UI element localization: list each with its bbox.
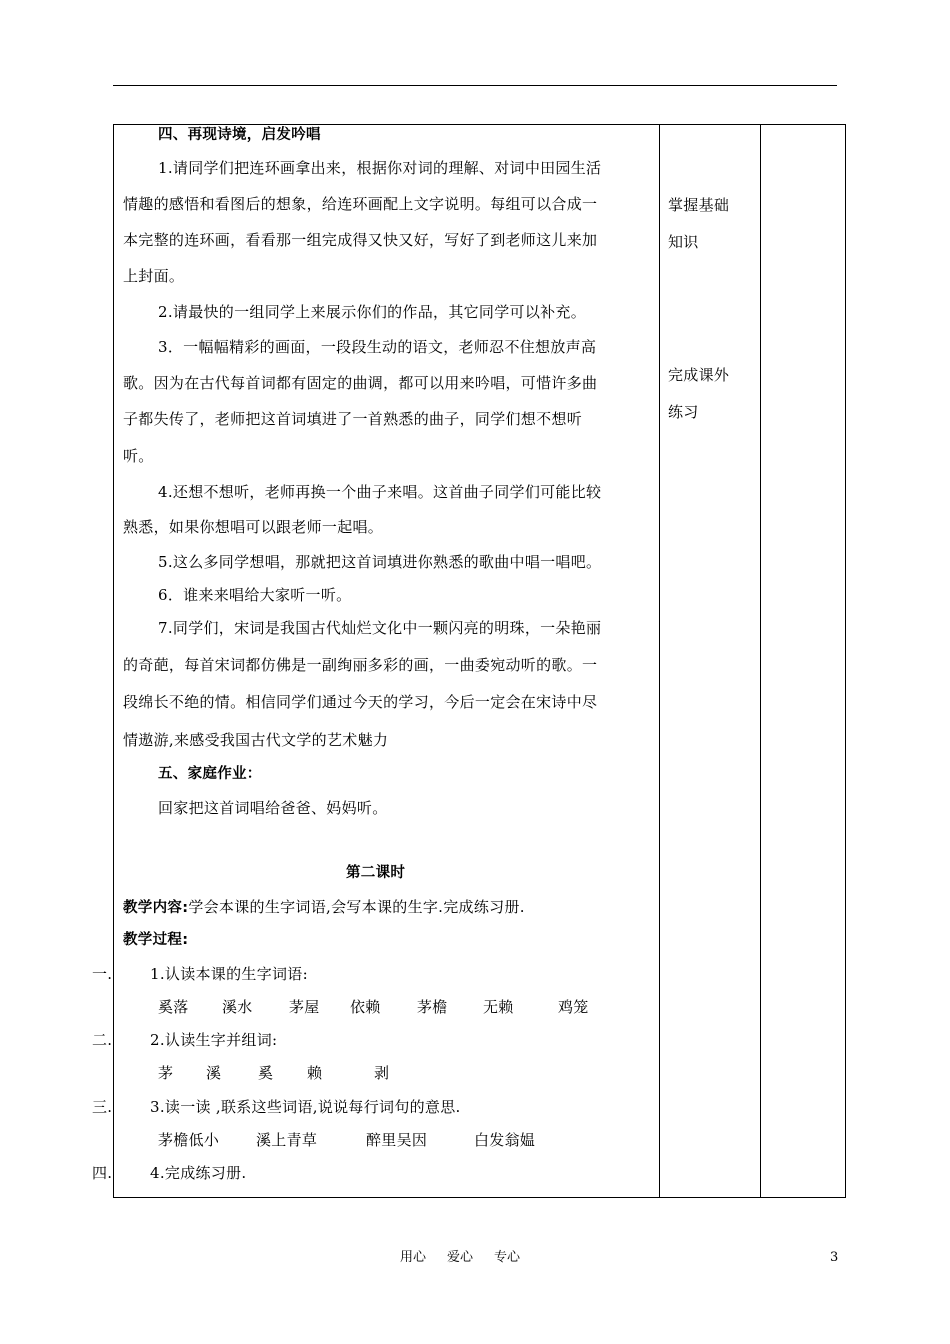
- vocab-character: 剥: [374, 1064, 390, 1082]
- vocab-phrase: 茅檐低小: [158, 1131, 220, 1149]
- paragraph-line: 子都失传了，老师把这首词填进了一首熟悉的曲子，同学们想不想听: [123, 410, 583, 428]
- vocab-phrase: 白发翁媪: [474, 1131, 536, 1149]
- vocab-word: 茅檐: [417, 998, 448, 1016]
- step-text: 1.认读本课的生字词语:: [150, 965, 308, 983]
- step-number: 四.: [92, 1164, 113, 1182]
- paragraph-line: 歌。因为在古代每首词都有固定的曲调，都可以用来吟唱，可惜许多曲: [123, 374, 598, 392]
- paragraph-line: 听。: [123, 447, 154, 465]
- step-number: 二.: [92, 1031, 113, 1049]
- paragraph-line: 上封面。: [123, 267, 185, 285]
- paragraph-line: 的奇葩，每首宋词都仿佛是一副绚丽多彩的画，一曲委宛动听的歌。一: [123, 656, 598, 674]
- paragraph-line: 本完整的连环画，看看那一组完成得又快又好，写好了到老师这儿来加: [123, 231, 598, 249]
- vocab-word: 无赖: [483, 998, 514, 1016]
- column-divider: [760, 125, 761, 1197]
- vocab-word: 茅屋: [289, 998, 320, 1016]
- teaching-content-label: 教学内容:: [123, 900, 189, 916]
- vocab-word: 鸡笼: [558, 998, 589, 1016]
- page-number: 3: [830, 1250, 839, 1265]
- section-five-heading: 五、家庭作业：: [158, 766, 262, 782]
- paragraph-line: 情趣的感悟和看图后的想象，给连环画配上文字说明。每组可以合成一: [123, 195, 598, 213]
- step-number: 一.: [92, 965, 113, 983]
- paragraph-line: 3．一幅幅精彩的画面，一段段生动的语文，老师忍不住想放声高: [158, 338, 597, 356]
- vocab-character: 溪: [206, 1064, 222, 1082]
- vocab-word: 溪水: [222, 998, 253, 1016]
- paragraph-line: 6．谁来来唱给大家听一听。: [158, 586, 352, 604]
- step-number: 三.: [92, 1098, 113, 1116]
- note-line: 练习: [668, 403, 699, 421]
- header-rule: [113, 85, 837, 86]
- vocab-character: 赖: [307, 1064, 323, 1082]
- note-line: 知识: [668, 233, 699, 251]
- footer-motto: 专心: [494, 1250, 521, 1265]
- paragraph-line: 段绵长不绝的情。相信同学们通过今天的学习，今后一定会在宋诗中尽: [123, 693, 598, 711]
- paragraph-line: 7.同学们，宋词是我国古代灿烂文化中一颗闪亮的明珠，一朵艳丽: [158, 619, 602, 637]
- section-four-heading: 四、再现诗境，启发吟唱: [158, 127, 321, 143]
- note-line: 完成课外: [668, 366, 730, 384]
- note-line: 掌握基础: [668, 196, 730, 214]
- vocab-phrase: 醉里吴因: [366, 1131, 428, 1149]
- paragraph-line: 2.请最快的一组同学上来展示你们的作品，其它同学可以补充。: [158, 303, 587, 321]
- vocab-character: 茅: [158, 1064, 174, 1082]
- footer-motto: 爱心: [447, 1250, 474, 1265]
- step-text: 3.读一读 ,联系这些词语,说说每行词句的意思.: [150, 1098, 461, 1116]
- column-divider: [659, 125, 660, 1197]
- homework-text: 回家把这首词唱给爸爸、妈妈听。: [158, 799, 388, 817]
- vocab-character: 奚: [258, 1064, 274, 1082]
- paragraph-line: 5.这么多同学想唱，那就把这首词填进你熟悉的歌曲中唱一唱吧。: [158, 553, 602, 571]
- footer-motto: 用心: [400, 1250, 427, 1265]
- step-text: 4.完成练习册.: [150, 1164, 247, 1182]
- paragraph-line: 熟悉，如果你想唱可以跟老师一起唱。: [123, 518, 384, 536]
- step-text: 2.认读生字并组词:: [150, 1031, 278, 1049]
- vocab-word: 奚落: [158, 998, 189, 1016]
- lesson-two-title: 第二课时: [346, 865, 406, 881]
- vocab-word: 依赖: [350, 998, 381, 1016]
- paragraph-line: 1.请同学们把连环画拿出来，根据你对词的理解、对词中田园生活: [158, 159, 602, 177]
- teaching-content-text: 学会本课的生字词语,会写本课的生字.完成练习册.: [188, 898, 525, 916]
- teaching-process-label: 教学过程:: [123, 932, 189, 948]
- teaching-content: [123, 897, 525, 918]
- paragraph-line: 4.还想不想听，老师再换一个曲子来唱。这首曲子同学们可能比较: [158, 483, 602, 501]
- paragraph-line: 情遨游,来感受我国古代文学的艺术魅力: [123, 731, 389, 749]
- vocab-phrase: 溪上青草: [256, 1131, 318, 1149]
